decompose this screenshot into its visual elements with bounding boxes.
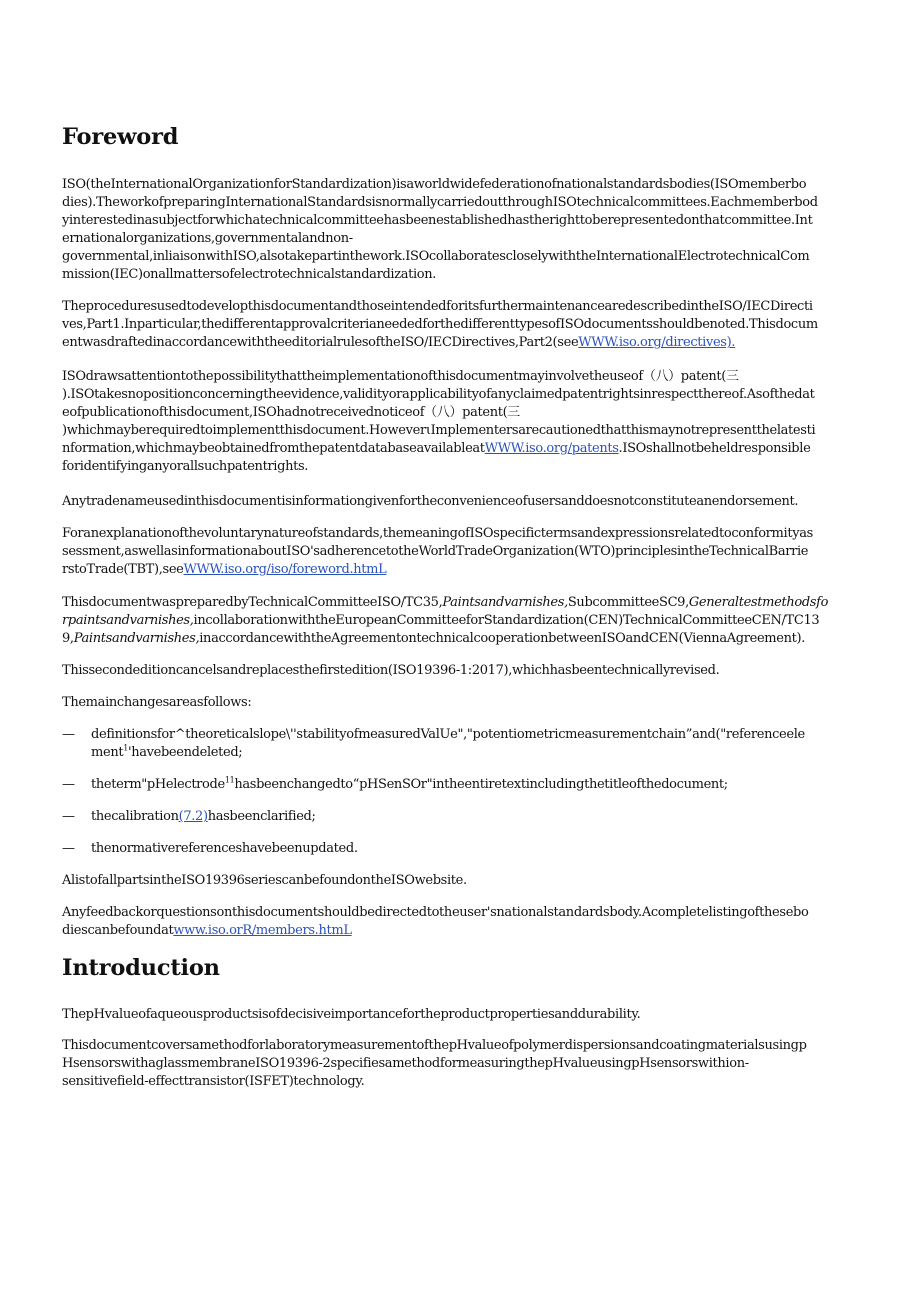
text-line: foridentifyinganyorallsuchpatentrights. xyxy=(62,459,309,474)
dash-bullet: — xyxy=(62,841,75,856)
foreword-paragraph-6 xyxy=(62,594,860,648)
text-line: eofpublicationofthisdocument,ISOhadnotreceivednoticeof（八）patent(三 xyxy=(62,405,520,420)
text-segment: 9, xyxy=(62,631,74,646)
foreword-paragraph-8: Themainchangesareasfollows: xyxy=(62,695,252,710)
text-line xyxy=(91,776,861,794)
list-item-text xyxy=(91,808,861,826)
text-line: yinterestedinasubjectforwhichatechnicalcommitteehasbeenestablishedhastherighttoberepresentedonthatcommittee.Int xyxy=(62,213,813,228)
text-segment: theterm"pHelectrode xyxy=(91,777,225,792)
text-line: )whichmayberequiredtoimplementthisdocument.HoweverιImplementersarecautionedthatthismaynotrepresentthelatesti xyxy=(62,423,816,438)
text-line xyxy=(91,744,861,762)
text-line: ves,Part1.Inparticular,thedifferentapprovalcriterianeededforthedifferenttypesofISOdocumentsshouldbenoted.Thisdocum xyxy=(62,317,818,332)
text-segment: incollaborationwiththeEuropeanCommitteeforStandardization(CEN)TechnicalCommitteeCEN/TC13 xyxy=(193,613,820,628)
directives-link[interactable]: WWW.iso.org/directives). xyxy=(578,335,736,350)
foreword-paragraph-4: Anytradenameusedinthisdocumentisinformationgivenfortheconvenienceofusersanddoesnotconstituteanendorsement. xyxy=(62,494,799,509)
list-item-text xyxy=(91,726,861,762)
members-link[interactable]: www.iso.orR/members.htmL xyxy=(173,923,352,938)
text-line xyxy=(62,630,860,648)
text-line xyxy=(91,808,861,826)
text-line: sessment,aswellasinformationaboutISO'sadherencetotheWorldTradeOrganization(WTO)principlesintheTechnicalBarrie xyxy=(62,544,809,559)
list-item-text xyxy=(91,840,861,858)
text-line: Foranexplanationofthevoluntarynatureofstandards,themeaningofISOspecifictermsandexpressionsrelatedtoconformityas xyxy=(62,526,813,541)
text-line: ).ISOtakesnopositionconcerningtheevidence,validityorapplicabilityofanyclaimedpatentrightsinrespectthereof.Asofthedat xyxy=(62,387,815,402)
foreword-paragraph-3 xyxy=(62,368,860,476)
text-segment: SubcommitteeSC9, xyxy=(567,595,689,610)
text-line: ThisdocumentcoversamethodforlaboratorymeasurementofthepHvalueofpolymerdispersionsandcoatingmaterialsusingp xyxy=(62,1038,807,1053)
text-segment: inaccordancewiththeAgreementontechnicalcooperationbetweenISOandCEN(ViennaAgreement). xyxy=(199,631,806,646)
text-line xyxy=(62,612,860,630)
text-segment: entwasdraftedinaccordancewiththeeditorialrulesoftheISO/IECDirectives,Part2(see xyxy=(62,335,579,350)
text-line: mission(IEC)onallmattersofelectrotechnicalstandardization. xyxy=(62,267,437,282)
superscript: 1 xyxy=(123,743,128,753)
text-line: definitionsfor^theoreticalslope\''stabilityofmeasuredValUe","potentiometricmeasurementchain”and("referenceele xyxy=(91,727,805,742)
text-segment: rstoTrade(TBT),see xyxy=(62,562,184,577)
foreword-paragraph-5 xyxy=(62,525,860,579)
text-segment: thecalibration xyxy=(91,809,179,824)
foreword-heading: Foreword xyxy=(62,124,179,150)
foreword-paragraph-1 xyxy=(62,176,860,284)
introduction-paragraph-1: ThepHvalueofaqueousproductsisofdecisiveimportancefortheproductpropertiesanddurability. xyxy=(62,1007,641,1022)
text-segment: 'havebeendeleted; xyxy=(127,745,243,760)
dash-bullet: — xyxy=(62,727,75,742)
foreword-link[interactable]: WWW.iso.org/iso/foreword.htmL xyxy=(183,562,387,577)
text-segment: ment xyxy=(91,745,124,760)
text-segment: hasbeenclarified; xyxy=(207,809,316,824)
list-item-text xyxy=(91,776,861,794)
text-segment: ThisdocumentwaspreparedbyTechnicalCommitteeISO/TC35, xyxy=(62,595,443,610)
text-line: thenormativereferenceshavebeenupdated. xyxy=(91,841,358,856)
foreword-paragraph-2 xyxy=(62,298,860,352)
text-line: ISOdrawsattentiontothepossibilitythattheimplementationofthisdocumentmayinvolvetheuseof（八）patent(三 xyxy=(62,369,739,384)
foreword-paragraph-9: AlistofallpartsintheISO19396seriescanbefoundontheISOwebsite. xyxy=(62,873,467,888)
text-line: governmental,inliaisonwithISO,alsotakepartinthework.ISOcollaboratescloselywiththeInternationalElectrotechnicalCom xyxy=(62,249,810,264)
dash-bullet: — xyxy=(62,809,75,824)
text-segment: diescanbefoundat xyxy=(62,923,174,938)
subcommittee-title: rpaintsandvarnishes, xyxy=(62,613,194,628)
introduction-paragraph-2 xyxy=(62,1037,860,1091)
text-segment: hasbeenchangedto“pHSenSOr"intheentiretextincludingthetitleofthedocument; xyxy=(234,777,728,792)
text-segment: .ISOshallnotbeheldresponsible xyxy=(618,441,811,456)
committee-title: Paintsandvarnishes, xyxy=(73,631,200,646)
introduction-heading: Introduction xyxy=(62,955,220,981)
committee-title: Paintsandvarnishes, xyxy=(442,595,568,610)
foreword-paragraph-10 xyxy=(62,904,860,940)
subcommittee-title: Generaltestmethodsfo xyxy=(688,595,829,610)
text-line xyxy=(62,440,860,458)
text-line: ernationalorganizations,governmentalandnon- xyxy=(62,231,353,246)
text-line: sensitivefield-effecttransistor(ISFET)technology. xyxy=(62,1074,365,1089)
text-line xyxy=(62,561,860,579)
dash-bullet: — xyxy=(62,777,75,792)
text-line: dies).TheworkofpreparingInternationalStandardsisnormallycarriedoutthroughISOtechnicalcommittees.Eachmemberbod xyxy=(62,195,818,210)
text-line xyxy=(62,594,860,612)
clause-link[interactable]: (7.2) xyxy=(178,809,208,824)
text-line: Anyfeedbackorquestionsonthisdocumentshouldbedirectedtotheuser'snationalstandardsbody.Acompletelistingofthesebo xyxy=(62,905,809,920)
patents-link[interactable]: WWW.iso.org/patents xyxy=(484,441,619,456)
text-line xyxy=(62,922,860,940)
superscript: 11 xyxy=(224,775,235,785)
text-line xyxy=(62,334,860,352)
text-segment: nformation,whichmaybeobtainedfromthepatentdatabaseavailableat xyxy=(62,441,485,456)
text-line: ISO(theInternationalOrganizationforStandardization)isaworldwidefederationofnationalstandardsbodies(ISOmemberbo xyxy=(62,177,807,192)
text-line: HsensorswithaglassmembraneISO19396-2specifiesamethodformeasuringthepHvalueusingpHsensorswithion- xyxy=(62,1056,749,1071)
text-line: TheproceduresusedtodevelopthisdocumentandthoseintendedforitsfurthermaintenancearedescribedintheISO/IECDirecti xyxy=(62,299,813,314)
foreword-paragraph-7: Thissecondeditioncancelsandreplacesthefirstedition(ISO19396-1:2017),whichhasbeentechnicallyrevised. xyxy=(62,663,720,678)
